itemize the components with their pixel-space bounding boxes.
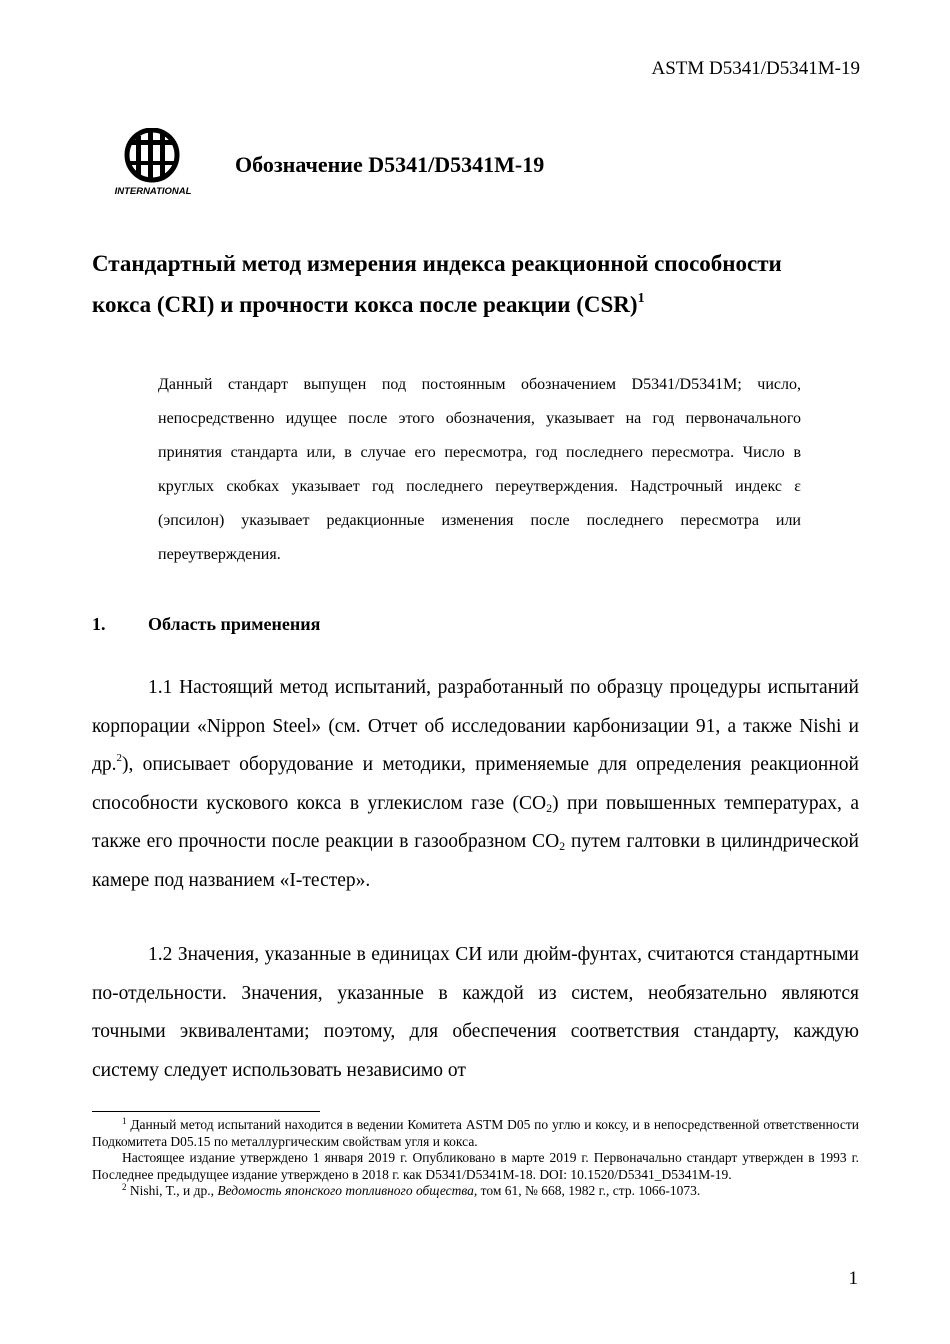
astm-logo-icon [112, 128, 196, 198]
page-number: 1 [848, 1268, 858, 1289]
footnotes [92, 1117, 859, 1200]
title-footnote-ref[interactable]: 1 [637, 291, 645, 306]
footnote-2: $^2$ Nishi, T., и др., Ведомость японского топливного общества, том 61, № 668, 1982 г., стр. 1066-1073. [122, 1182, 701, 1199]
section-number: 1. [92, 614, 106, 634]
designation-heading: Обозначение D5341/D5341M-19 [235, 152, 545, 177]
paragraph-1-2: 1.2 Значения, указанные в единицах СИ или дюйм-фунтах, считаются стандартными по-отдельности. Значения, указанные в каждой из систем, необязательно являются точными эквивалентами; поэтому, для обеспечения соответствия стандарту, каждую систему следует использовать независимо от [92, 944, 859, 1081]
paragraph-1-1: 1.1 Настоящий метод испытаний, разработанный по образцу процедуры испытаний корпорации «Nippon Steel» (см. Отчет об исследовании карбонизации 91, а также Nishi и др.$^2$), описывает оборудование и методики, применяемые для определения реакционной способности кускового кокса в углекислом газе $(CO_2)$ при повышенных температурах, а также его прочности после реакции в газообразном $CO_2$ путем галтовки в цилиндрической камере под названием «I-тестер». [92, 677, 859, 891]
footnote-1: $^1$ Данный метод испытаний находится в ведении Комитета ASTM D05 по углю и коксу, и в непосредственной ответственности Подкомитета D05.15 по металлургическим свойствам угля и кокса. [92, 1116, 859, 1149]
footnote-ref-2[interactable]: 2 [116, 752, 123, 764]
astm-logo [112, 128, 196, 198]
document-title [92, 243, 872, 325]
title-line-1: Стандартный метод измерения индекса реакционной способности [92, 251, 782, 276]
title-line-2: кокса (CRI) и прочности кокса после реакции (CSR)$^1$ [92, 291, 645, 317]
document-code-header: ASTM D5341/D5341M-19 [651, 58, 860, 79]
logo-text: INTERNATIONAL [114, 186, 192, 197]
intro-paragraph: Данный стандарт выпущен под постоянным обозначением D5341/D5341M; число, непосредственно идущее после этого обозначения, указывает на год первоначального принятия стандарта или, в случае его пересмотра, год последнего пересмотра. Число в круглых скобках указывает год последнего переутверждения. Надстрочный индекс ε (эпсилон) указывает редакционные изменения после последнего пересмотра или переутверждения. [158, 376, 801, 563]
footnote-divider [92, 1111, 320, 1112]
section-title: Область применения [148, 614, 321, 634]
footnote-1-continued: Настоящее издание утверждено 1 января 2019 г. Опубликовано в марте 2019 г. Первоначально стандарт утвержден в 1993 г. Последнее предыдущее издание утверждено в 2018 г. как D5341/D5341M-18. DOI: 10.1520/D5341_D5341M-19. [92, 1150, 859, 1182]
